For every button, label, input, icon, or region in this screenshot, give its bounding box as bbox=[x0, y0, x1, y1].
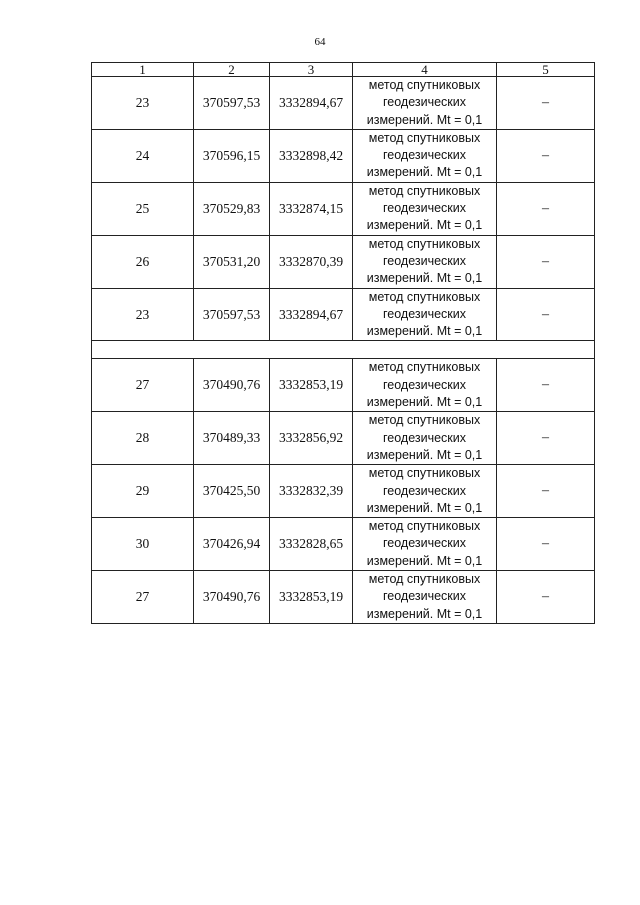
point-number-cell: 28 bbox=[92, 412, 194, 465]
method-line: метод спутниковых bbox=[368, 183, 481, 198]
method-cell bbox=[353, 571, 497, 624]
note-cell: – bbox=[497, 412, 595, 465]
column-header: 5 bbox=[497, 63, 595, 77]
point-number-cell: 23 bbox=[92, 288, 194, 341]
method-cell bbox=[353, 359, 497, 412]
column-header: 1 bbox=[92, 63, 194, 77]
table-row bbox=[92, 77, 595, 130]
table-row bbox=[92, 129, 595, 182]
method-line: измерений. Mt = 0,1 bbox=[366, 447, 483, 462]
point-number-cell: 25 bbox=[92, 182, 194, 235]
table-row bbox=[92, 571, 595, 624]
note-cell: – bbox=[497, 288, 595, 341]
table-row bbox=[92, 359, 595, 412]
note-cell: – bbox=[497, 571, 595, 624]
x-coordinate-cell: 370490,76 bbox=[194, 359, 270, 412]
column-header: 4 bbox=[353, 63, 497, 77]
x-coordinate-cell: 370597,53 bbox=[194, 288, 270, 341]
method-line: геодезических bbox=[382, 483, 466, 498]
method-line: геодезических bbox=[382, 589, 466, 604]
separator-cell bbox=[92, 341, 595, 359]
method-line: измерений. Mt = 0,1 bbox=[366, 324, 483, 339]
y-coordinate-cell: 3332853,19 bbox=[270, 359, 353, 412]
method-line: геодезических bbox=[382, 536, 466, 551]
y-coordinate-cell: 3332853,19 bbox=[270, 571, 353, 624]
point-number-cell: 27 bbox=[92, 359, 194, 412]
method-line: геодезических bbox=[382, 430, 466, 445]
method-cell bbox=[353, 412, 497, 465]
x-coordinate-cell: 370425,50 bbox=[194, 465, 270, 518]
method-line: метод спутниковых bbox=[368, 466, 481, 481]
method-line: измерений. Mt = 0,1 bbox=[366, 271, 483, 286]
table-row bbox=[92, 465, 595, 518]
point-number-cell: 23 bbox=[92, 77, 194, 130]
method-line: измерений. Mt = 0,1 bbox=[366, 395, 483, 410]
note-cell: – bbox=[497, 518, 595, 571]
y-coordinate-cell: 3332828,65 bbox=[270, 518, 353, 571]
point-number-cell: 24 bbox=[92, 129, 194, 182]
table-row bbox=[92, 412, 595, 465]
method-line: геодезических bbox=[382, 306, 466, 321]
method-line: метод спутниковых bbox=[368, 413, 481, 428]
page-number: 64 bbox=[314, 36, 326, 48]
method-line: измерений. Mt = 0,1 bbox=[366, 500, 483, 515]
method-cell bbox=[353, 77, 497, 130]
y-coordinate-cell: 3332870,39 bbox=[270, 235, 353, 288]
table-row bbox=[92, 235, 595, 288]
method-cell bbox=[353, 518, 497, 571]
y-coordinate-cell: 3332874,15 bbox=[270, 182, 353, 235]
y-coordinate-cell: 3332832,39 bbox=[270, 465, 353, 518]
method-line: геодезических bbox=[382, 377, 466, 392]
table-body bbox=[92, 77, 595, 624]
note-cell: – bbox=[497, 235, 595, 288]
x-coordinate-cell: 370597,53 bbox=[194, 77, 270, 130]
y-coordinate-cell: 3332894,67 bbox=[270, 288, 353, 341]
point-number-cell: 26 bbox=[92, 235, 194, 288]
method-line: измерений. Mt = 0,1 bbox=[366, 553, 483, 568]
method-line: геодезических bbox=[382, 253, 466, 268]
table-row bbox=[92, 518, 595, 571]
method-cell bbox=[353, 129, 497, 182]
point-number-cell: 30 bbox=[92, 518, 194, 571]
method-line: метод спутниковых bbox=[368, 519, 481, 534]
method-cell bbox=[353, 465, 497, 518]
note-cell: – bbox=[497, 465, 595, 518]
x-coordinate-cell: 370596,15 bbox=[194, 129, 270, 182]
y-coordinate-cell: 3332856,92 bbox=[270, 412, 353, 465]
column-header: 3 bbox=[270, 63, 353, 77]
table-row bbox=[92, 288, 595, 341]
y-coordinate-cell: 3332898,42 bbox=[270, 129, 353, 182]
x-coordinate-cell: 370531,20 bbox=[194, 235, 270, 288]
method-cell bbox=[353, 182, 497, 235]
coordinates-table bbox=[91, 62, 595, 624]
table-row bbox=[92, 182, 595, 235]
column-header: 2 bbox=[194, 63, 270, 77]
method-line: геодезических bbox=[382, 201, 466, 216]
method-line: метод спутниковых bbox=[368, 236, 481, 251]
x-coordinate-cell: 370529,83 bbox=[194, 182, 270, 235]
method-line: метод спутниковых bbox=[368, 78, 481, 92]
method-line: измерений. Mt = 0,1 bbox=[366, 112, 483, 127]
method-line: измерений. Mt = 0,1 bbox=[366, 218, 483, 233]
method-line: измерений. Mt = 0,1 bbox=[366, 165, 483, 180]
method-line: метод спутниковых bbox=[368, 289, 481, 304]
point-number-cell: 27 bbox=[92, 571, 194, 624]
x-coordinate-cell: 370490,76 bbox=[194, 571, 270, 624]
separator-row bbox=[92, 341, 595, 359]
header-row bbox=[92, 63, 595, 77]
method-line: геодезических bbox=[382, 95, 466, 110]
method-line: геодезических bbox=[382, 148, 466, 163]
note-cell: – bbox=[497, 182, 595, 235]
x-coordinate-cell: 370489,33 bbox=[194, 412, 270, 465]
y-coordinate-cell: 3332894,67 bbox=[270, 77, 353, 130]
method-line: метод спутниковых bbox=[368, 572, 481, 587]
method-cell bbox=[353, 288, 497, 341]
method-line: измерений. Mt = 0,1 bbox=[366, 606, 483, 621]
note-cell: – bbox=[497, 359, 595, 412]
note-cell: – bbox=[497, 77, 595, 130]
method-line: метод спутниковых bbox=[368, 360, 481, 375]
note-cell: – bbox=[497, 129, 595, 182]
point-number-cell: 29 bbox=[92, 465, 194, 518]
x-coordinate-cell: 370426,94 bbox=[194, 518, 270, 571]
method-cell bbox=[353, 235, 497, 288]
method-line: метод спутниковых bbox=[368, 130, 481, 145]
